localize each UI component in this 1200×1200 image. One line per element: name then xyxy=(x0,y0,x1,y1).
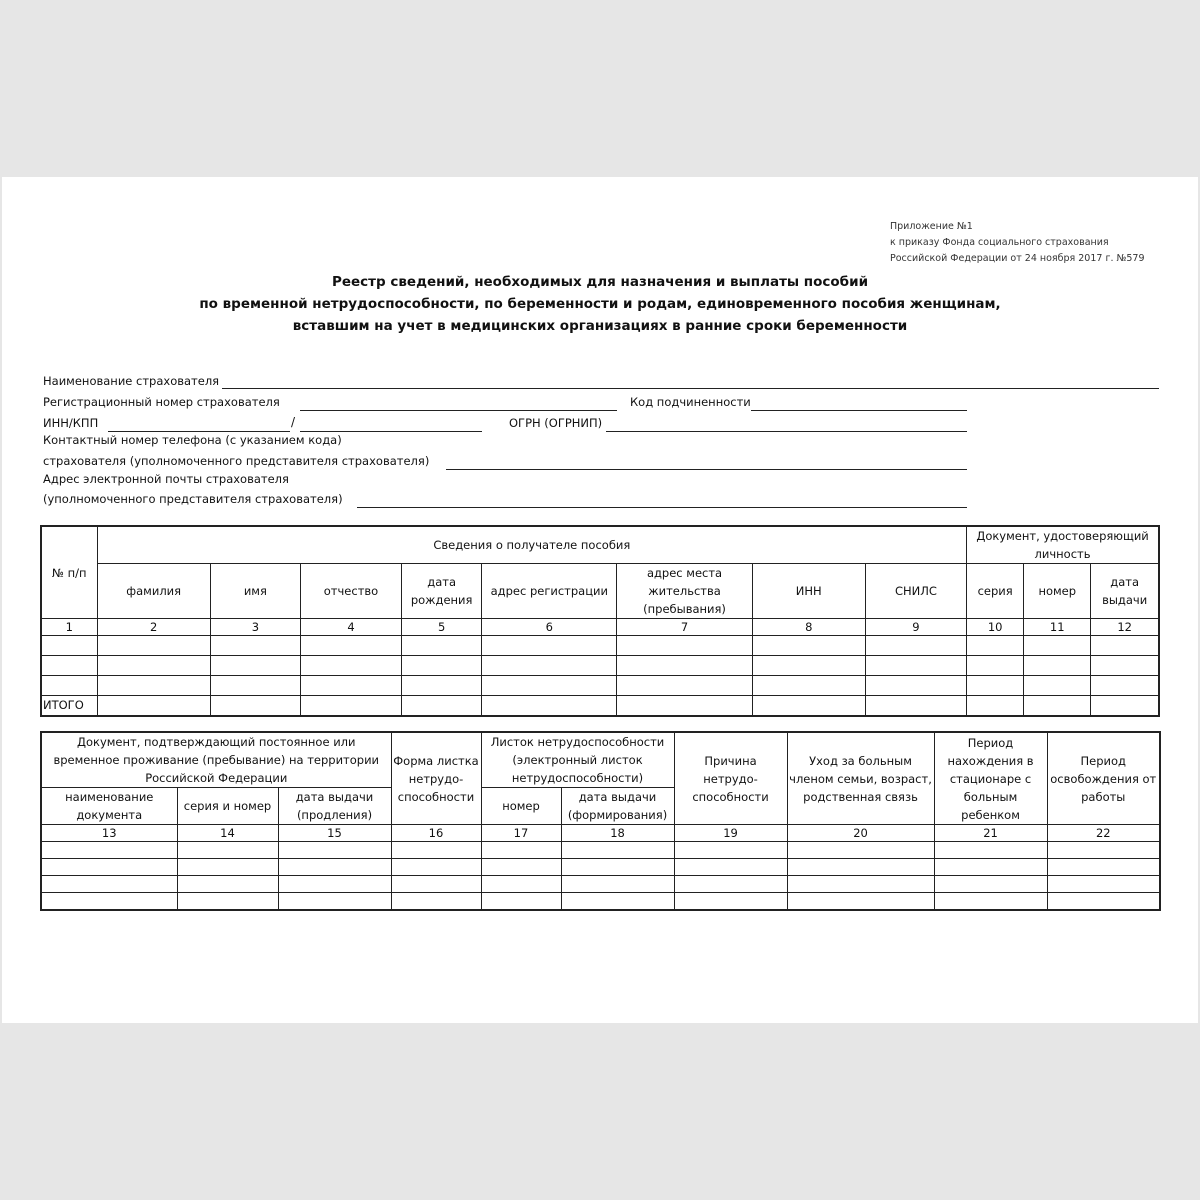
reg-number-label: Регистрационный номер страхователя xyxy=(43,395,280,409)
email-label-line2: (уполномоченного представителя страхователя) xyxy=(43,492,343,506)
ogrn-label: ОГРН (ОГРНИП) xyxy=(509,416,603,430)
col-header-incapacity-reason: Причина нетрудо- способности xyxy=(674,732,787,825)
email-label-line1: Адрес электронной почты страхователя xyxy=(43,472,289,486)
phone-label-line1: Контактный номер телефона (с указанием кода) xyxy=(43,433,342,447)
col-header-recipient: Сведения о получателе пособия xyxy=(97,526,967,564)
col-header-name: имя xyxy=(210,564,300,619)
phone-line[interactable] xyxy=(446,469,967,470)
table-row[interactable] xyxy=(41,656,1159,676)
column-number: 18 xyxy=(561,825,674,842)
ogrn-line[interactable] xyxy=(606,431,967,432)
appendix-line: Российской Федерации от 24 ноября 2017 г. №579 xyxy=(890,253,1145,264)
column-number: 4 xyxy=(300,619,401,636)
col-header-series-number: серия и номер xyxy=(177,788,278,825)
col-header-sheet-issue-date: дата выдачи (формирования) xyxy=(561,788,674,825)
col-header-hospital-period: Период нахождения в стационаре с больным ребенком xyxy=(934,732,1047,825)
column-number: 2 xyxy=(97,619,210,636)
subordination-code-label: Код подчиненности xyxy=(630,395,751,409)
document-page xyxy=(2,177,1198,1023)
column-number: 8 xyxy=(752,619,865,636)
col-header-number: № п/п xyxy=(41,526,97,619)
appendix-line: к приказу Фонда социального страхования xyxy=(890,237,1109,248)
table-row[interactable] xyxy=(41,876,1160,893)
table-row[interactable] xyxy=(41,842,1160,859)
col-header-doc-series: серия xyxy=(967,564,1024,619)
col-header-doc-number: номер xyxy=(1024,564,1091,619)
col-header-birth-date: дата рождения xyxy=(402,564,482,619)
col-header-sick-sheet: Листок нетрудоспособности (электронный листок нетрудоспособности) xyxy=(481,732,674,788)
title-line: вставшим на учет в медицинских организациях в ранние сроки беременности xyxy=(292,318,908,334)
col-header-surname: фамилия xyxy=(97,564,210,619)
column-number: 16 xyxy=(391,825,481,842)
column-number: 14 xyxy=(177,825,278,842)
col-header-inn: ИНН xyxy=(752,564,865,619)
column-number: 1 xyxy=(41,619,97,636)
recipient-table xyxy=(40,525,1160,717)
total-row xyxy=(41,696,1159,716)
column-number: 13 xyxy=(41,825,177,842)
column-number: 20 xyxy=(787,825,934,842)
title-line: Реестр сведений, необходимых для назначения и выплаты пособий xyxy=(331,274,869,290)
column-number: 5 xyxy=(402,619,482,636)
appendix-note xyxy=(890,219,1145,267)
col-header-reg-address: адрес регистрации xyxy=(482,564,617,619)
col-header-issue-extension-date: дата выдачи (продления) xyxy=(278,788,391,825)
reg-number-line[interactable] xyxy=(300,410,617,411)
inn-kpp-label: ИНН/КПП xyxy=(43,416,99,430)
col-header-patronymic: отчество xyxy=(300,564,401,619)
column-number: 9 xyxy=(865,619,966,636)
column-number: 15 xyxy=(278,825,391,842)
col-header-snils: СНИЛС xyxy=(865,564,966,619)
table-row[interactable] xyxy=(41,893,1160,910)
column-number: 22 xyxy=(1047,825,1160,842)
col-header-identity-document: Документ, удостоверяющий личность xyxy=(967,526,1159,564)
insurer-name-line[interactable] xyxy=(222,388,1159,389)
column-number: 21 xyxy=(934,825,1047,842)
col-header-sheet-form: Форма листка нетрудо- способности xyxy=(391,732,481,825)
table-row[interactable] xyxy=(41,676,1159,696)
inn-kpp-separator: / xyxy=(291,415,296,429)
col-header-release-period: Период освобождения от работы xyxy=(1047,732,1160,825)
column-number: 11 xyxy=(1024,619,1091,636)
benefit-details-table xyxy=(40,731,1161,911)
table-row[interactable] xyxy=(41,636,1159,656)
column-number: 10 xyxy=(967,619,1024,636)
col-header-sheet-number: номер xyxy=(481,788,561,825)
appendix-line: Приложение №1 xyxy=(890,221,973,232)
email-line[interactable] xyxy=(357,507,967,508)
title-line: по временной нетрудоспособности, по беременности и родам, единовременного пособия женщинам, xyxy=(199,296,1001,312)
column-number: 3 xyxy=(210,619,300,636)
table-row[interactable] xyxy=(41,859,1160,876)
col-header-family-care: Уход за больным членом семьи, возраст, родственная связь xyxy=(787,732,934,825)
col-header-doc-name: наименование документа xyxy=(41,788,177,825)
col-header-residence-document: Документ, подтверждающий постоянное или временное проживание (пребывание) на территории Российской Федерации xyxy=(41,732,391,788)
inn-line[interactable] xyxy=(108,431,290,432)
total-label: ИТОГО xyxy=(41,696,97,716)
column-number: 12 xyxy=(1091,619,1159,636)
col-header-residence-address: адрес места жительства (пребывания) xyxy=(617,564,752,619)
col-header-doc-issue-date: дата выдачи xyxy=(1091,564,1159,619)
kpp-line[interactable] xyxy=(300,431,482,432)
phone-label-line2: страхователя (уполномоченного представителя страхователя) xyxy=(43,454,430,468)
column-number: 6 xyxy=(482,619,617,636)
subordination-code-line[interactable] xyxy=(751,410,967,411)
column-number: 7 xyxy=(617,619,752,636)
column-number: 17 xyxy=(481,825,561,842)
insurer-name-label: Наименование страхователя xyxy=(43,374,220,388)
column-number: 19 xyxy=(674,825,787,842)
document-title xyxy=(2,271,1198,337)
